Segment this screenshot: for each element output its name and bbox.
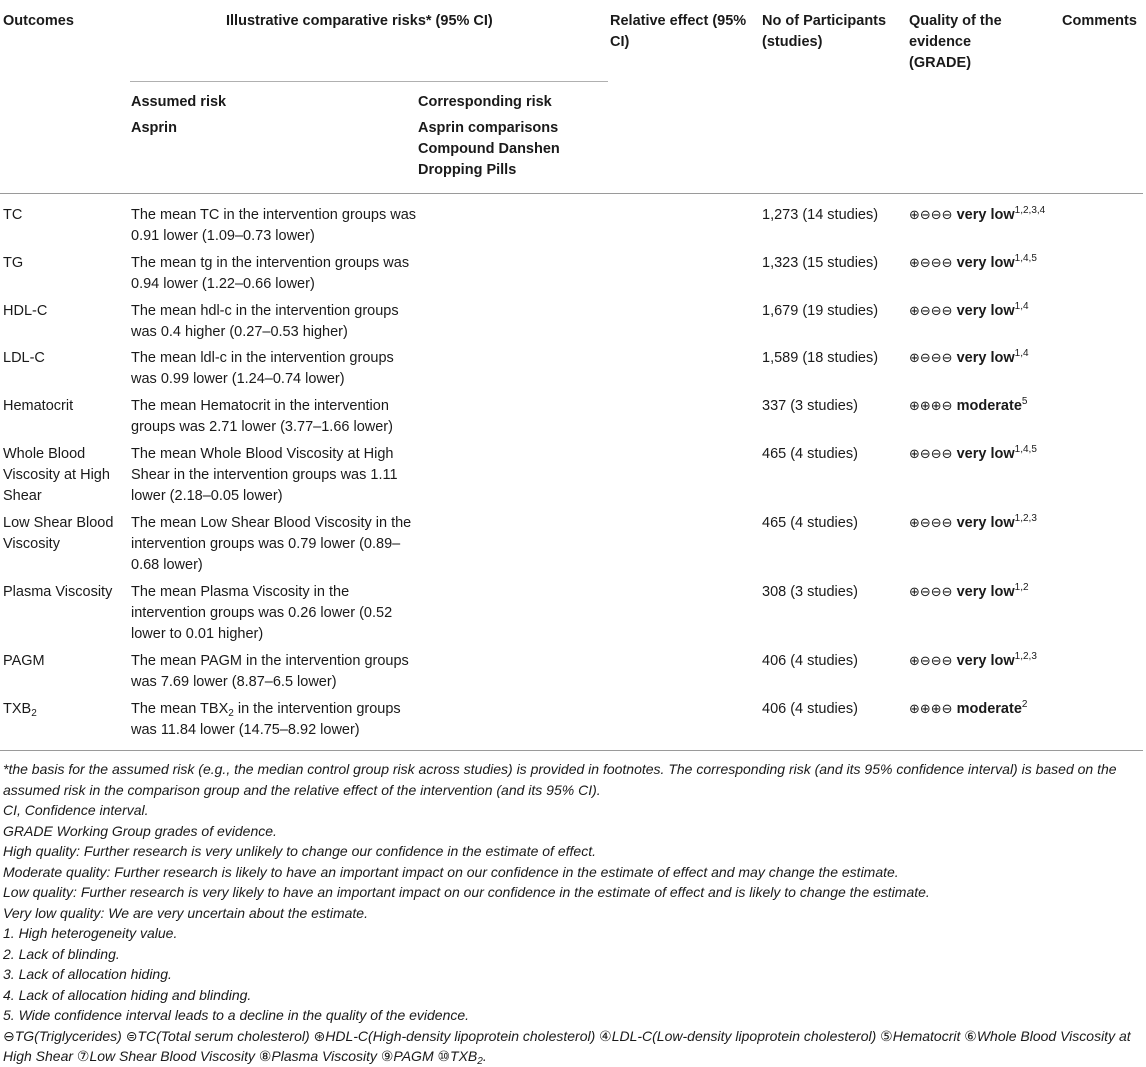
- grade-refs: 1,2,3: [1014, 513, 1037, 524]
- footnote-note-5: 5. Wide confidence interval leads to a decline in the quality of the evidence.: [3, 1007, 470, 1023]
- quality-cell: [909, 699, 1027, 720]
- grade-label: very low: [956, 350, 1015, 366]
- participants-cell: 1,273 (14 studies): [762, 207, 879, 223]
- outcome-cell: [3, 699, 125, 720]
- footnote-note-3: 3. Lack of allocation hiding.: [3, 966, 172, 982]
- table-bottom-rule: [0, 750, 1143, 751]
- grade-label: very low: [956, 515, 1015, 531]
- table-footnotes: [3, 759, 1143, 1067]
- legend-subscript: 2: [477, 1056, 483, 1067]
- quality-cell: [909, 253, 1037, 274]
- participants-cell: 1,323 (15 studies): [762, 255, 879, 271]
- outcome-cell: TG: [3, 255, 24, 271]
- grade-label: moderate: [956, 701, 1022, 717]
- risk-text-end: in the intervention groups was 11.84 lower (14.75–8.92 lower): [131, 701, 401, 738]
- grade-refs: 1,2,3,4: [1014, 205, 1046, 216]
- participants-cell: 337 (3 studies): [762, 398, 858, 414]
- grade-refs: 1,4,5: [1014, 253, 1037, 264]
- header-outcomes: Outcomes: [3, 13, 74, 29]
- grade-symbols: ⊕⊖⊖⊖: [909, 516, 953, 531]
- grade-refs: 2: [1021, 699, 1028, 710]
- risk-cell: The mean Whole Blood Viscosity at High Shear in the intervention groups was 1.11 lower (2.18–0.05 lower): [131, 446, 398, 504]
- risk-cell: The mean Hematocrit in the intervention groups was 2.71 lower (3.77–1.66 lower): [131, 398, 393, 435]
- header-corresponding-group: Asprin comparisons Compound Danshen Dropping Pills: [418, 120, 560, 178]
- grade-symbols: ⊕⊖⊖⊖: [909, 447, 953, 462]
- footnote-high: High quality: Further research is very unlikely to change our confidence in the estimate of effect.: [3, 843, 596, 859]
- grade-symbols: ⊕⊖⊖⊖: [909, 351, 953, 366]
- footnote-basis: *the basis for the assumed risk (e.g., the median control group risk across studies) is provided in footnotes. The corresponding risk (and its 95% confidence interval) is based on the assumed risk in the comparison group and the relative effect of the intervention (and its 95% CI).: [3, 761, 1117, 798]
- quality-cell: [909, 205, 1045, 226]
- quality-cell: [909, 396, 1027, 417]
- grade-label: very low: [956, 207, 1015, 223]
- footnote-very-low: Very low quality: We are very uncertain about the estimate.: [3, 904, 368, 921]
- grade-refs: 1,2: [1014, 582, 1029, 593]
- risk-text-start: The mean TBX: [131, 701, 229, 717]
- quality-cell: [909, 513, 1037, 534]
- footnote-note-2: 2. Lack of blinding.: [3, 945, 120, 962]
- grade-symbols: ⊕⊖⊖⊖: [909, 256, 953, 271]
- risk-subscript: 2: [228, 708, 234, 719]
- outcome-cell: PAGM: [3, 653, 45, 669]
- header-participants: No of Participants (studies): [762, 13, 887, 50]
- header-illustrative-risks: Illustrative comparative risks* (95% CI): [226, 13, 493, 29]
- risk-cell: [131, 699, 421, 741]
- grade-refs: 1,4: [1014, 348, 1029, 359]
- grade-symbols: ⊕⊖⊖⊖: [909, 208, 953, 223]
- risk-cell: The mean tg in the intervention groups was 0.94 lower (1.22–0.66 lower): [131, 255, 410, 292]
- legend-text: ⊖TG(Triglycerides) ⊜TC(Total serum cholesterol) ⊛HDL-C(High-density lipoprotein cholesterol) ④LDL-C(Low-density lipoprotein cholesterol) ⑤Hematocrit ⑥Whole Blood Viscosity at High Shear ⑦Low Shear Blood Viscosity ⑧Plasma Viscosity ⑨PAGM ⑩TXB: [3, 1027, 1131, 1064]
- participants-cell: 308 (3 studies): [762, 584, 858, 600]
- footnote-legend: [3, 1026, 1143, 1067]
- grade-label: very low: [956, 303, 1015, 319]
- outcome-cell: TC: [3, 207, 23, 223]
- subheader-divider: [130, 81, 608, 82]
- footnote-ci: CI, Confidence interval.: [3, 802, 149, 818]
- grade-refs: 5: [1021, 396, 1028, 407]
- header-assumed-group: Asprin: [131, 120, 177, 136]
- header-assumed-risk: Assumed risk: [131, 94, 227, 110]
- risk-cell: The mean Low Shear Blood Viscosity in the intervention groups was 0.79 lower (0.89–0.68 lower): [131, 515, 412, 573]
- outcome-main: TXB: [3, 701, 32, 717]
- participants-cell: 465 (4 studies): [762, 515, 858, 531]
- footnote-low: Low quality: Further research is very likely to have an important impact on our confidence in the estimate of effect and is likely to change the estimate.: [3, 884, 930, 900]
- footnote-note-4: 4. Lack of allocation hiding and blinding.: [3, 986, 252, 1003]
- participants-cell: 1,589 (18 studies): [762, 350, 879, 366]
- outcome-subscript: 2: [31, 708, 37, 719]
- participants-cell: 465 (4 studies): [762, 446, 858, 462]
- grade-symbols: ⊕⊖⊖⊖: [909, 585, 953, 600]
- grade-label: very low: [956, 653, 1015, 669]
- header-quality: Quality of the evidence (GRADE): [909, 13, 1002, 71]
- header-comments: Comments: [1062, 13, 1137, 29]
- risk-cell: The mean TC in the intervention groups was 0.91 lower (1.09–0.73 lower): [131, 207, 417, 244]
- outcome-cell: HDL-C: [3, 303, 48, 319]
- footnote-grade-group: GRADE Working Group grades of evidence.: [3, 822, 277, 839]
- quality-cell: [909, 444, 1037, 465]
- outcome-cell: Hematocrit: [3, 398, 74, 414]
- grade-label: very low: [956, 255, 1015, 271]
- legend-end: .: [482, 1048, 487, 1064]
- grade-label: moderate: [956, 398, 1022, 414]
- quality-cell: [909, 651, 1037, 672]
- footnote-note-1: 1. High heterogeneity value.: [3, 925, 178, 941]
- grade-label: very low: [956, 584, 1015, 600]
- risk-cell: The mean Plasma Viscosity in the intervention groups was 0.26 lower (0.52 lower to 0.01 higher): [131, 584, 393, 642]
- grade-symbols: ⊕⊖⊖⊖: [909, 654, 953, 669]
- participants-cell: 1,679 (19 studies): [762, 303, 879, 319]
- header-bottom-rule: [0, 193, 1143, 194]
- header-relative-effect: Relative effect (95% CI): [610, 13, 747, 50]
- grade-refs: 1,4: [1014, 301, 1029, 312]
- grade-symbols: ⊕⊕⊕⊖: [909, 399, 953, 414]
- grade-symbols: ⊕⊖⊖⊖: [909, 304, 953, 319]
- grade-symbols: ⊕⊕⊕⊖: [909, 702, 953, 717]
- participants-cell: 406 (4 studies): [762, 701, 858, 717]
- outcome-cell: Plasma Viscosity: [3, 584, 113, 600]
- grade-label: very low: [956, 446, 1015, 462]
- quality-cell: [909, 582, 1029, 603]
- outcome-cell: LDL-C: [3, 350, 45, 366]
- risk-cell: The mean hdl-c in the intervention groups was 0.4 higher (0.27–0.53 higher): [131, 303, 399, 340]
- grade-refs: 1,2,3: [1014, 651, 1037, 662]
- quality-cell: [909, 301, 1029, 322]
- participants-cell: 406 (4 studies): [762, 653, 858, 669]
- footnote-moderate: Moderate quality: Further research is likely to have an important impact on our confidence in the estimate of effect and may change the estimate.: [3, 863, 899, 880]
- risk-cell: The mean PAGM in the intervention groups was 7.69 lower (8.87–6.5 lower): [131, 653, 409, 690]
- outcome-cell: Low Shear Blood Viscosity: [3, 515, 114, 552]
- grade-refs: 1,4,5: [1014, 444, 1037, 455]
- outcome-cell: Whole Blood Viscosity at High Shear: [3, 446, 110, 504]
- quality-cell: [909, 348, 1029, 369]
- header-corresponding-risk: Corresponding risk: [418, 94, 552, 110]
- risk-cell: The mean ldl-c in the intervention groups was 0.99 lower (1.24–0.74 lower): [131, 350, 394, 387]
